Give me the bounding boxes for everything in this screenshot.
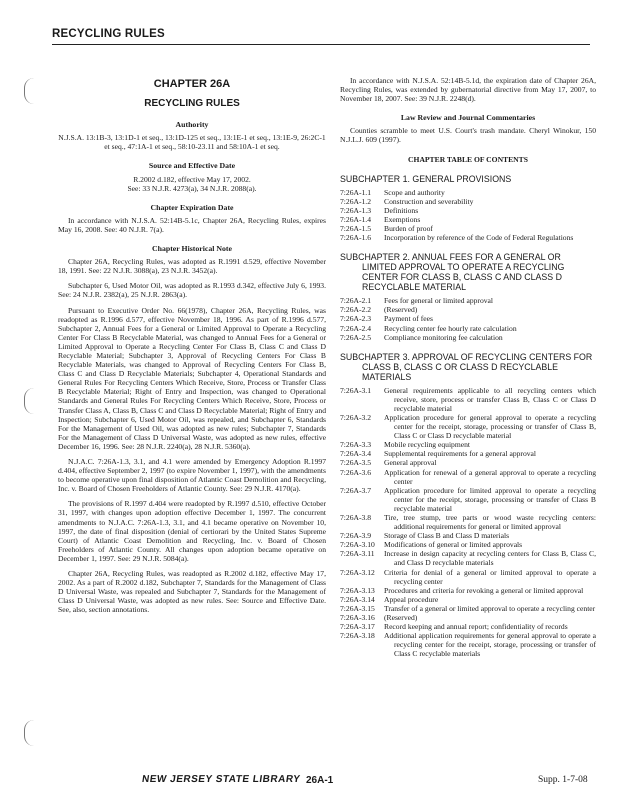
history-paragraph: Chapter 26A, Recycling Rules, was readopted as R.2002 d.182, effective May 17, 2002. As a part of R.2002 d.182, Subchapter 7, Standards for the Management of Class D Universal Waste, was repealed and Subchapter 7, Standards for the Management of Class D Universal Waste, was adopted as new rules. See: Source and Effective Date. See, also, section annotations.: [58, 569, 326, 615]
source-line: R.2002 d.182, effective May 17, 2002.: [133, 174, 251, 184]
section-title: Increase in design capacity at recycling centers for Class B, Class C, and Class D recyclable materials: [384, 549, 596, 568]
toc-entry: [340, 386, 596, 413]
section-title: (Reserved): [384, 305, 418, 315]
section-number: 7:26A-1.3: [340, 205, 372, 215]
section-title: Compliance monitoring fee calculation: [384, 332, 503, 342]
section-number: 7:26A-3.5: [340, 458, 372, 468]
section-number: 7:26A-3.10: [340, 540, 375, 550]
toc-entry: [340, 333, 596, 342]
toc-entry: [340, 586, 596, 595]
toc-entry: [340, 458, 596, 467]
section-number: 7:26A-3.11: [340, 549, 375, 559]
toc-entry: [340, 468, 596, 486]
section-number: 7:26A-1.5: [340, 224, 372, 234]
section-title: Burden of proof: [384, 224, 433, 234]
section-number: 7:26A-3.6: [340, 467, 372, 477]
subchapter-heading: SUBCHAPTER 2. ANNUAL FEES FOR A GENERAL OR LIMITED APPROVAL TO OPERATE A RECYCLING CENTER FOR CLASS B, CLASS C AND CLASS D RECYCLABLE MATERIAL: [340, 252, 565, 293]
toc-entry: [340, 513, 596, 531]
toc-entry: [340, 197, 596, 206]
section-title: Fees for general or limited approval: [384, 296, 494, 306]
header-rule: [52, 44, 590, 45]
source-citation: See: 33 N.J.R. 4273(a), 34 N.J.R. 2088(a).: [127, 183, 257, 193]
subchapter-heading: SUBCHAPTER 1. GENERAL PROVISIONS: [340, 173, 512, 184]
library-stamp: NEW JERSEY STATE LIBRARY: [141, 774, 302, 785]
section-number: 7:26A-3.14: [340, 594, 375, 604]
toc-entry: [340, 224, 596, 233]
section-title: Payment of fees: [384, 314, 433, 324]
extension-note: In accordance with N.J.S.A. 52:14B-5.1d, the expiration date of Chapter 26A, Recycling Rules, was extended by gubernatorial directive from May 17, 2007, to November 18, 2007. See: 39 N.J.R. 2248(d).: [340, 76, 596, 104]
toc-entry: [340, 540, 596, 549]
history-heading: Chapter Historical Note: [152, 244, 232, 254]
source-heading: Source and Effective Date: [148, 161, 236, 171]
section-title: Modifications of general or limited approvals: [384, 540, 523, 550]
section-title: Application procedure for limited approval to operate a recycling center for the receipt, storage, processing or transfer of Class B recyclable material: [384, 485, 596, 513]
section-number: 7:26A-2.3: [340, 314, 372, 324]
right-column: [340, 76, 596, 659]
section-title: Mobile recycling equipment: [384, 440, 471, 450]
supplement-date: Supp. 1-7-08: [538, 775, 588, 785]
section-title: Transfer of a general or limited approval to operate a recycling center: [384, 603, 596, 613]
section-number: 7:26A-3.1: [340, 385, 372, 395]
section-number: 7:26A-3.12: [340, 567, 375, 577]
section-number: 7:26A-1.1: [340, 187, 372, 197]
toc-entry: [340, 604, 596, 613]
toc-entry: [340, 206, 596, 215]
section-title: General approval: [384, 458, 437, 468]
toc-entry: [340, 568, 596, 586]
section-number: 7:26A-3.16: [340, 613, 375, 623]
chapter-number: CHAPTER 26A: [153, 78, 231, 90]
section-title: General requirements applicable to all recycling centers which receive, store, process or transfer Class B, Class C or Class D recyclable material: [384, 385, 596, 413]
section-number: 7:26A-2.2: [340, 305, 372, 315]
section-title: Exemptions: [384, 214, 421, 224]
section-number: 7:26A-2.4: [340, 323, 372, 333]
section-title: Tire, tree stump, tree parts or wood waste recycling centers: additional requirements for general or limited approval: [384, 513, 596, 532]
history-paragraph: The provisions of R.1997 d.404 were readopted by R.1997 d.510, effective October 31, 1997, with changes upon adoption effective December 1, 1997. The concurrent amendments to N.J.A.C. 7:26A-1.3, 3.1, and 4.1 became operative on November 10, 1997, the date of final disposition (denial of certiorari by the United States Supreme Court) of Atlantic Coast Demolition and Recycling, Inc. v. Board of Chosen Freeholders of Atlantic County. All changes upon adoption became operative on December 1, 1997. See: 29 N.J.R. 5084(a).: [58, 499, 326, 563]
margin-binding-mark: [24, 388, 35, 414]
history-paragraph: Pursuant to Executive Order No. 66(1978), Chapter 26A, Recycling Rules, was readopted as R.1996 d.577, effective November 18, 1996. As part of R.1996 d.577, Subchapter 2, Annual Fees for a General or Limited Approval to Operate a Recycling Center For Class B Recyclable Material, was changed to Annual Fees for a General or Limited Approval to Operate a Recycling Center For Class B, Class C and Class D Recyclable Material; Subchapter 3, Approval of Recycling Centers For Class B Recyclable Materials, was changed to Approval of Recycling Centers For Class B, Class C and Class D Recyclable Materials; Subchapter 4, Operational Standards and General Rules For Recycling Centers Which Receive, Store, Process or Transfer Class B Recyclable Material; Right of Entry and Inspection, was changed to Operational Standards and General Rules For Recycling Centers Which Receive, Store, Process or Transfer Class A, Class B, Class C and Class D Recyclable Material; Right of Entry and Inspection; Subchapter 6, Used Motor Oil, was repealed, and Subchapter 6, Standards For the Management of Used Oil, was adopted as new rules; Subchapter 7, Standards For the Management of Class D Universal Waste, was adopted as new rules, effective December 16, 1996. See: 28 N.J.R. 2240(a), 28 N.J.R. 5360(a).: [58, 305, 326, 451]
section-title: Storage of Class B and Class D materials: [384, 531, 510, 541]
toc-entry: [340, 613, 596, 622]
margin-binding-mark: [24, 78, 35, 104]
section-number: 7:26A-3.13: [340, 585, 375, 595]
authority-text: N.J.S.A. 13:1B-3, 13:1D-1 et seq., 13:1D-125 et seq., 13:1E-1 et seq., 13:1E-9, 26:2C-1 et seq., 47:1A-1 et seq., 58:10-23.11 and 58:10A-1 et seq.: [58, 133, 326, 152]
toc-entry: [340, 531, 596, 540]
toc-entry: [340, 595, 596, 604]
toc-entry: [340, 296, 596, 305]
authority-heading: Authority: [175, 120, 209, 130]
page-number: 26A-1: [306, 775, 334, 786]
toc-entry: [340, 440, 596, 449]
toc-entry: [340, 486, 596, 513]
history-notes: [58, 257, 326, 614]
section-number: 7:26A-3.15: [340, 603, 375, 613]
section-number: 7:26A-1.2: [340, 196, 372, 206]
section-number: 7:26A-2.1: [340, 296, 372, 306]
section-number: 7:26A-3.9: [340, 531, 372, 541]
section-number: 7:26A-3.17: [340, 622, 375, 632]
section-title: Record keeping and annual report; confidentiality of records: [384, 622, 568, 632]
toc-heading: CHAPTER TABLE OF CONTENTS: [408, 154, 528, 164]
section-title: Appeal procedure: [384, 594, 439, 604]
section-number: 7:26A-3.2: [340, 412, 372, 422]
toc-entry: [340, 449, 596, 458]
section-number: 7:26A-3.8: [340, 513, 372, 522]
toc-entry: [340, 622, 596, 631]
section-number: 7:26A-3.4: [340, 449, 372, 459]
toc-entry: [340, 631, 596, 658]
section-title: Recycling center fee hourly rate calculation: [384, 323, 517, 333]
history-paragraph: N.J.A.C. 7:26A-1.3, 3.1, and 4.1 were amended by Emergency Adoption R.1997 d.404, effective September 2, 1997 (to expire November 1, 1997), with the amendments to become operative upon final disposition of Atlantic Coast Demolition and Recycling, Inc. v. Board of Chosen Freeholders of Atlantic County. See: 29 N.J.R. 4170(a).: [58, 457, 326, 494]
section-title: Construction and severability: [384, 196, 474, 206]
section-title: Criteria for denial of a general or limited approval to operate a recycling center: [384, 567, 596, 586]
toc-entry: [340, 233, 596, 242]
toc-entry: [340, 215, 596, 224]
expiration-heading: Chapter Expiration Date: [150, 202, 234, 212]
law-review-text: Counties scramble to meet U.S. Court's trash mandate. Cheryl Winokur, 150 N.J.L.J. 609 (1997).: [340, 126, 596, 145]
running-head: RECYCLING RULES: [52, 28, 165, 40]
section-title: Supplemental requirements for a general approval: [384, 449, 537, 459]
history-paragraph: Subchapter 6, Used Motor Oil, was adopted as R.1993 d.342, effective July 6, 1993. See: 24 N.J.R. 2382(a), 25 N.J.R. 2863(a).: [58, 281, 326, 300]
section-title: Definitions: [384, 205, 419, 215]
toc-entry: [340, 314, 596, 323]
section-title: Application procedure for general approval to operate a recycling center for the receipt, storage, processing or transfer of Class B, Class C or Class D recyclable material: [384, 412, 596, 441]
section-title: Procedures and criteria for revoking a general or limited approval: [384, 585, 584, 595]
toc-entry: [340, 549, 596, 567]
margin-binding-mark: [24, 720, 35, 746]
section-title: (Reserved): [384, 613, 418, 623]
toc-entry: [340, 324, 596, 333]
section-title: Application for renewal of a general approval to operate a recycling center: [384, 467, 596, 486]
history-paragraph: Chapter 26A, Recycling Rules, was adopted as R.1991 d.529, effective November 18, 1991. See: 22 N.J.R. 3088(a), 23 N.J.R. 3452(a).: [58, 257, 326, 276]
section-title: Additional application requirements for general approval to operate a recycling center for the receipt, storage, processing or transfer of Class C recyclable materials: [384, 631, 596, 659]
expiration-text: In accordance with N.J.S.A. 52:14B-5.1c, Chapter 26A, Recycling Rules, expires May 16, 2008. See: 40 N.J.R. 7(a).: [58, 215, 326, 234]
toc-entry: [340, 305, 596, 314]
section-number: 7:26A-3.7: [340, 485, 372, 495]
section-number: 7:26A-3.18: [340, 631, 375, 641]
section-number: 7:26A-3.3: [340, 440, 372, 450]
section-title: Incorporation by reference of the Code of Federal Regulations: [384, 233, 574, 243]
table-of-contents: [340, 174, 596, 659]
toc-entry: [340, 188, 596, 197]
law-review-heading: Law Review and Journal Commentaries: [400, 113, 536, 123]
section-number: 7:26A-1.4: [340, 214, 372, 224]
subchapter-heading: SUBCHAPTER 3. APPROVAL OF RECYCLING CENTERS FOR CLASS B, CLASS C OR CLASS D RECYCLABLE MATERIALS: [340, 351, 593, 382]
chapter-title: RECYCLING RULES: [144, 98, 240, 110]
section-title: Scope and authority: [384, 187, 445, 197]
toc-entry: [340, 413, 596, 440]
left-column: [58, 76, 326, 621]
section-number: 7:26A-2.5: [340, 332, 372, 342]
section-number: 7:26A-1.6: [340, 233, 372, 243]
